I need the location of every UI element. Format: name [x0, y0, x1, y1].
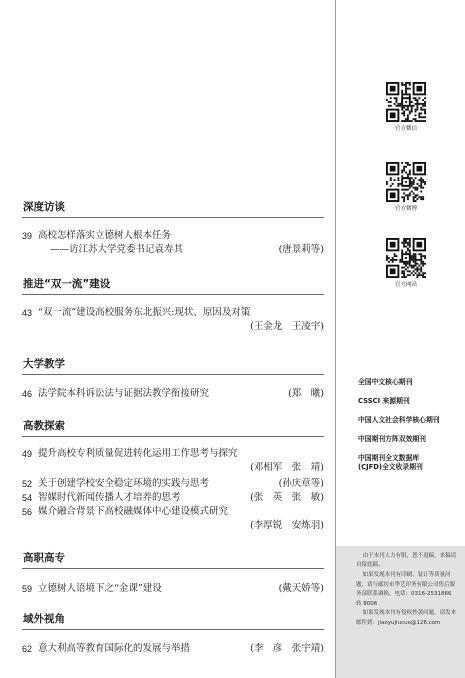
qr-code-icon	[386, 82, 426, 122]
index-line: 中国期刊全文数据库	[358, 454, 420, 462]
article-entry[interactable]	[22, 642, 324, 656]
table-of-contents	[22, 0, 324, 678]
article-page: 39	[22, 231, 33, 241]
article-author: (王金龙 王凌宇)	[250, 321, 324, 332]
article-page: 46	[22, 389, 33, 399]
section-title: 大学教学	[23, 358, 65, 370]
notice-paragraph: 由于本刊人力有限，恕不退稿，来稿请自留底稿。	[356, 553, 457, 569]
section-vocational-college	[22, 551, 324, 596]
index-line: 中国期刊方阵双效期刊	[358, 435, 426, 443]
article-title: 关于创建学校安全稳定环境的实践与思考	[38, 478, 210, 489]
notice-box	[336, 546, 465, 678]
article-page: 62	[22, 644, 33, 654]
article-author: (唐景莉等)	[278, 244, 324, 255]
notice-paragraph: 如果发现本刊有印刷、装订等质量问题，请与廊坊市华艺印务有限公司售后服务部联系调换，电话：0316-2531866 转 8006	[356, 572, 456, 607]
notice-text	[356, 552, 458, 629]
article-title: 意大利高等教育国际化的发展与举措	[38, 643, 191, 654]
index-line: (CJFD)全文收录期刊	[358, 463, 423, 471]
section-divider	[22, 629, 324, 630]
section-divider	[22, 217, 324, 218]
section-title: 推进“双一流”建设	[23, 278, 111, 290]
qr-caption: 官方网站	[394, 282, 417, 288]
section-title: 深度访谈	[23, 201, 65, 213]
article-entry[interactable]	[22, 306, 324, 336]
article-subtitle: ——访江苏大学党委书记袁寿其	[50, 244, 184, 255]
article-entry[interactable]	[22, 582, 324, 596]
qr-caption: 官方微博	[394, 206, 417, 212]
article-entry[interactable]	[22, 447, 324, 477]
qr-caption: 官方微信	[394, 126, 417, 132]
article-author: (张 英 张 敏)	[250, 492, 324, 503]
article-entry[interactable]	[22, 229, 324, 259]
article-page: 43	[22, 308, 33, 318]
index-line: CSSCI 来源期刊	[358, 397, 410, 405]
article-author: (郑 曦)	[288, 388, 324, 399]
qr-code-icon	[386, 162, 426, 202]
section-university-teaching	[22, 357, 324, 401]
article-author: (邓相军 张 靖)	[250, 462, 324, 473]
section-depth-interview	[22, 200, 324, 259]
article-entry[interactable]	[22, 387, 324, 401]
article-title: “双一流”建设高校服务东北振兴:现状、原因及对策	[38, 307, 251, 318]
article-title: 智媒时代新闻传播人才培养的思考	[38, 492, 181, 503]
section-divider	[22, 294, 324, 295]
article-entry[interactable]	[22, 491, 324, 505]
article-author: (戴天娇等)	[278, 583, 324, 594]
index-line: 中国人文社会科学核心期刊	[358, 416, 440, 424]
article-page: 54	[22, 493, 33, 503]
article-title: 立德树人语境下之“金课”建设	[38, 583, 162, 594]
qr-weibo[interactable]	[376, 162, 436, 212]
section-title: 高职高专	[23, 552, 65, 564]
sidebar	[336, 0, 465, 678]
qr-wechat[interactable]	[376, 82, 436, 132]
article-author: (李厚锐 安炼羽)	[250, 520, 324, 531]
section-divider	[22, 568, 324, 569]
article-author: (李 彦 张宇靖)	[250, 643, 324, 654]
article-entry[interactable]	[22, 505, 324, 535]
qr-code-icon	[386, 238, 426, 278]
article-page: 56	[22, 507, 33, 517]
article-author: (孙庆章等)	[278, 478, 324, 489]
section-higher-education-exploration	[22, 419, 324, 535]
section-foreign-perspective	[22, 612, 324, 656]
article-page: 49	[22, 449, 33, 459]
article-page: 59	[22, 584, 33, 594]
section-title: 高教探索	[23, 420, 65, 432]
section-title: 域外视角	[23, 613, 65, 625]
notice-paragraph: 如果发现本刊有侵权抄袭问题，请发来邮件到：jiaoyujiucuo@126.com	[356, 610, 457, 626]
article-page: 52	[22, 479, 33, 489]
article-title: 提升高校专利质量促进转化运用工作思考与探究	[38, 448, 238, 459]
article-title: 媒介融合背景下高校融媒体中心建设模式研究	[38, 506, 229, 517]
index-line: 全国中文核心期刊	[358, 378, 413, 386]
article-title: 高校怎样落实立德树人根本任务	[38, 230, 172, 241]
article-title: 法学院本科诉讼法与证据法教学衔接研究	[38, 388, 210, 399]
section-double-first-class	[22, 277, 324, 336]
qr-website[interactable]	[376, 238, 436, 288]
article-entry[interactable]	[22, 477, 324, 491]
section-divider	[22, 436, 324, 437]
section-divider	[22, 374, 324, 375]
